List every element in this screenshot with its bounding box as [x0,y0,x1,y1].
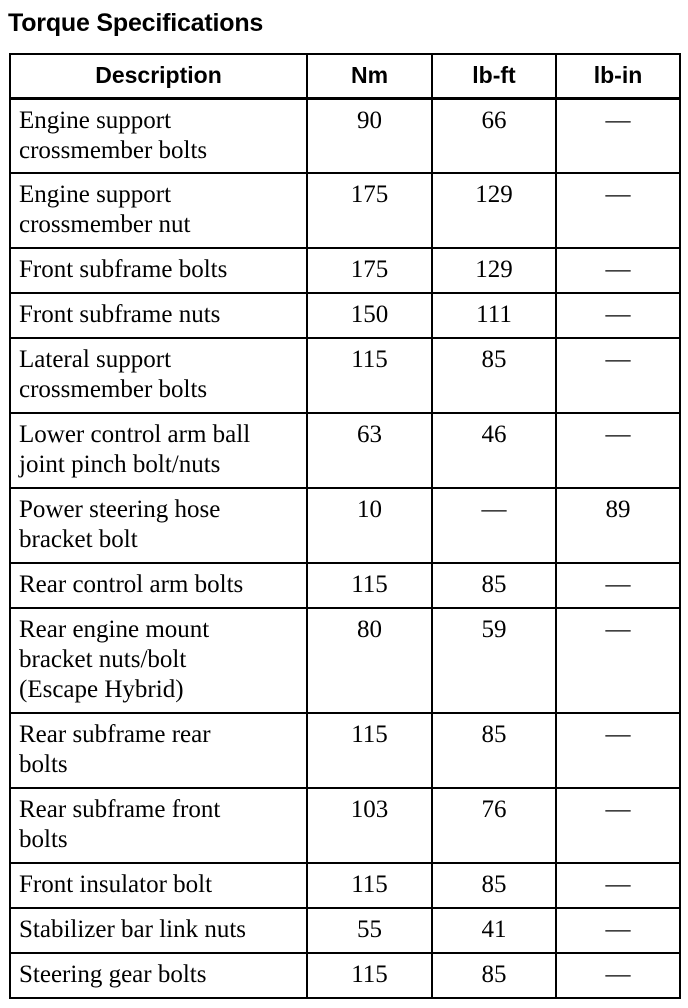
cell-description: Rear engine mount bracket nuts/bolt (Escape Hybrid) [10,608,307,713]
cell-lb-in: — [556,713,680,788]
table-row [10,563,680,608]
cell-lb-in: — [556,248,680,293]
page-title: Torque Specifications [8,9,264,37]
table-row [10,488,680,563]
cell-lb-ft: 111 [432,293,556,338]
cell-description: Rear control arm bolts [10,563,307,608]
cell-lb-in: 89 [556,488,680,563]
cell-nm: 90 [307,98,432,173]
cell-description: Power steering hose bracket bolt [10,488,307,563]
table-row [10,248,680,293]
cell-nm: 63 [307,413,432,488]
cell-description: Engine support crossmember bolts [10,98,307,173]
cell-nm: 150 [307,293,432,338]
cell-lb-ft: 85 [432,863,556,908]
cell-lb-ft: 129 [432,173,556,248]
cell-nm: 175 [307,173,432,248]
cell-lb-ft: 129 [432,248,556,293]
cell-lb-ft: 85 [432,338,556,413]
cell-description: Front insulator bolt [10,863,307,908]
table-row [10,173,680,248]
cell-description: Lower control arm ball joint pinch bolt/nuts [10,413,307,488]
cell-lb-in: — [556,173,680,248]
cell-lb-in: — [556,413,680,488]
cell-nm: 103 [307,788,432,863]
cell-description: Rear subframe rear bolts [10,713,307,788]
cell-description: Rear subframe front bolts [10,788,307,863]
cell-nm: 175 [307,248,432,293]
table-row [10,953,680,998]
cell-nm: 115 [307,338,432,413]
cell-nm: 80 [307,608,432,713]
cell-lb-in: — [556,563,680,608]
cell-lb-in: — [556,908,680,953]
cell-lb-in: — [556,608,680,713]
cell-lb-ft: 59 [432,608,556,713]
table-row [10,863,680,908]
table-header-row [10,54,680,98]
cell-lb-ft: 76 [432,788,556,863]
cell-nm: 55 [307,908,432,953]
cell-lb-in: — [556,953,680,998]
table-row [10,98,680,173]
cell-lb-ft: 85 [432,713,556,788]
cell-description: Front subframe nuts [10,293,307,338]
cell-nm: 115 [307,563,432,608]
cell-lb-in: — [556,863,680,908]
table-row [10,713,680,788]
table-row [10,293,680,338]
cell-description: Lateral support crossmember bolts [10,338,307,413]
cell-lb-ft: 85 [432,563,556,608]
cell-lb-in: — [556,293,680,338]
cell-description: Stabilizer bar link nuts [10,908,307,953]
cell-lb-ft: 41 [432,908,556,953]
cell-lb-ft: 85 [432,953,556,998]
cell-description: Front subframe bolts [10,248,307,293]
header-nm: Nm [307,54,432,98]
cell-lb-ft: — [432,488,556,563]
cell-lb-in: — [556,98,680,173]
header-lb-ft: lb-ft [432,54,556,98]
header-lb-in: lb-in [556,54,680,98]
table-row [10,338,680,413]
header-description: Description [10,54,307,98]
cell-nm: 115 [307,713,432,788]
table-row [10,608,680,713]
cell-nm: 115 [307,863,432,908]
table-row [10,413,680,488]
cell-nm: 10 [307,488,432,563]
cell-description: Engine support crossmember nut [10,173,307,248]
table-row [10,908,680,953]
cell-description: Steering gear bolts [10,953,307,998]
cell-lb-ft: 46 [432,413,556,488]
cell-lb-ft: 66 [432,98,556,173]
cell-lb-in: — [556,338,680,413]
cell-nm: 115 [307,953,432,998]
table-row [10,788,680,863]
cell-lb-in: — [556,788,680,863]
torque-spec-table [9,53,681,999]
